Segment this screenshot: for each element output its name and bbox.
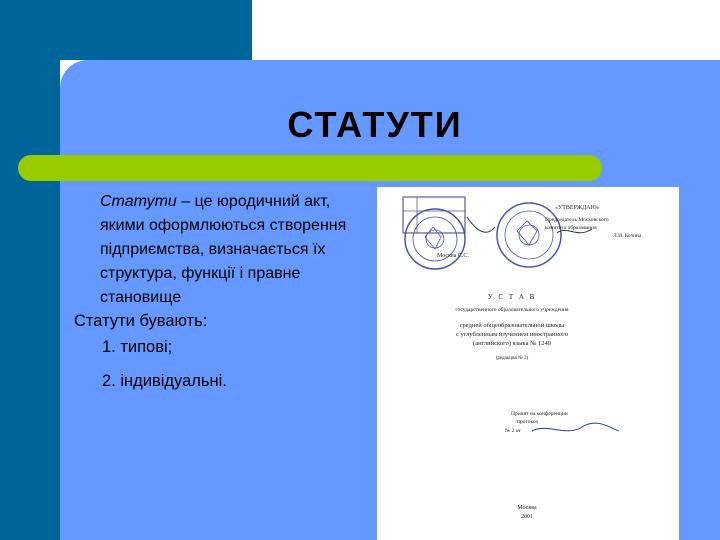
adopted-line-3: № 2 от [505, 428, 521, 434]
definition-term: Статути [100, 193, 177, 210]
doc-line-1: государственного образовательного учреждения [455, 307, 569, 313]
title-divider [18, 155, 602, 181]
doc-title: У С Т А В [487, 293, 537, 301]
charter-document-image [377, 187, 679, 540]
definition-paragraph [100, 190, 370, 310]
slide-title: СТАТУТИ [287, 104, 463, 145]
stamp-name: Москва С.С. [437, 253, 469, 259]
approval-header: «УТВЕРЖДАЮ» [555, 205, 600, 211]
approval-line-3: Л.И. Кезина [613, 233, 642, 239]
doc-year: 2001 [521, 514, 533, 520]
definition-text: – це юродичний акт, якими оформлюються створення підприємства, визначається їх структура, функції і правне становище [100, 193, 347, 306]
doc-city: Москва [517, 505, 537, 511]
doc-line-3: с углубленным изучением иностранного [455, 331, 569, 338]
doc-edition: (редакция № 2) [495, 356, 529, 361]
doc-line-2: средней общеобразовательной школы [459, 322, 565, 329]
round-seal-right [497, 203, 561, 267]
signature-left [467, 217, 495, 232]
adopted-line-1: Принят на конференции [511, 411, 568, 417]
registration-stamp [403, 197, 465, 233]
approval-line-1: Председатель Московского [545, 217, 609, 223]
handwritten-date [532, 423, 619, 431]
types-intro: Статути бувають: [74, 312, 208, 330]
round-seal-left [405, 209, 465, 269]
type-item-2: 2. індивідуальні. [102, 372, 227, 390]
charter-document-svg [377, 187, 679, 540]
adopted-line-2: протокол [517, 419, 539, 425]
doc-line-4: (английского) языка № 1240 [473, 340, 551, 347]
left-sidebar-decoration [0, 0, 60, 540]
type-item-1: 1. типові; [102, 338, 173, 356]
approval-line-2: комитета образования [545, 225, 597, 231]
